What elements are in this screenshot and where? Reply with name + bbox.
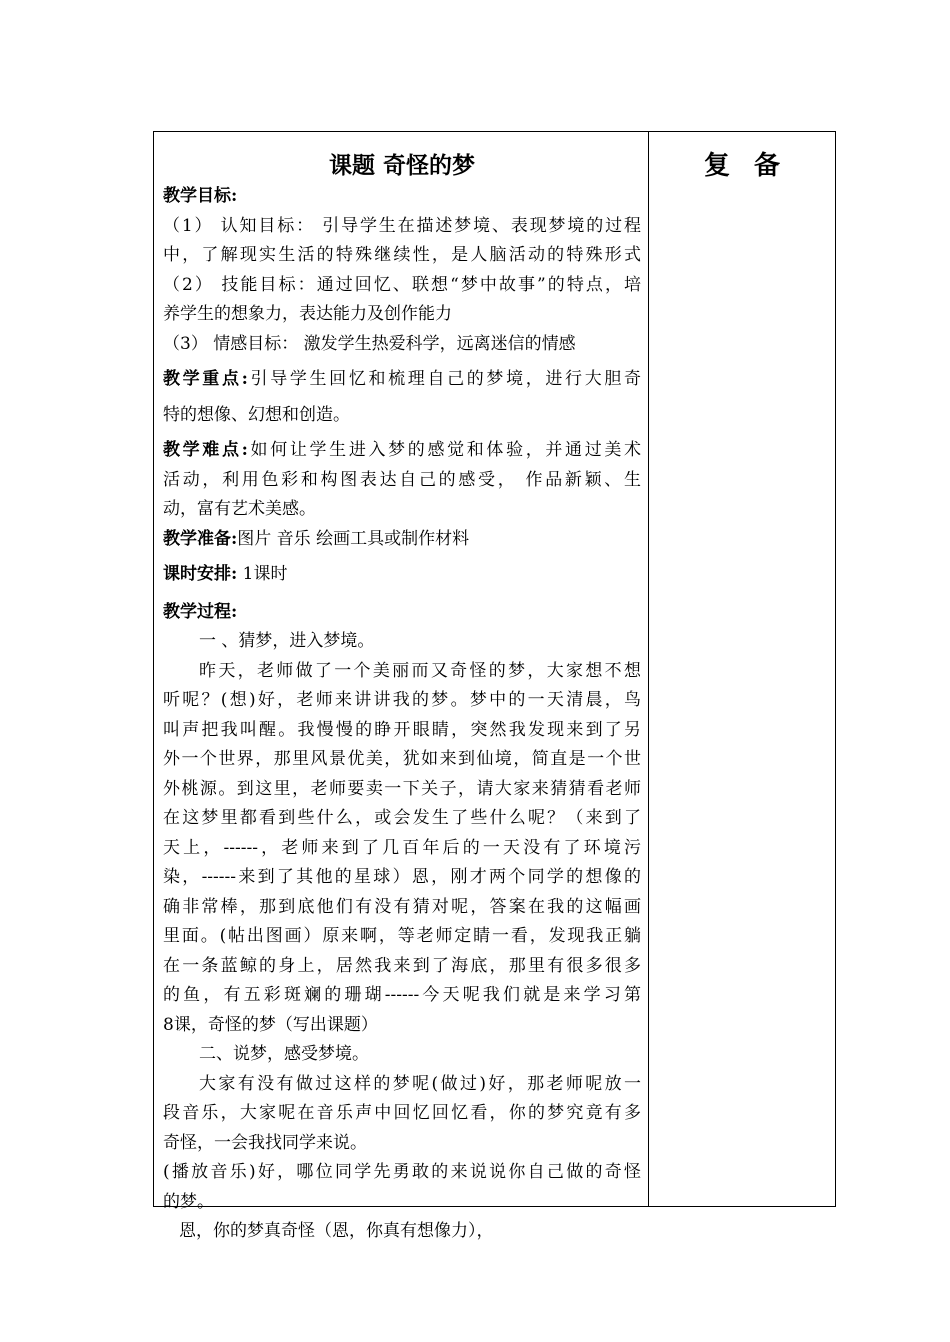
schedule (163, 560, 641, 590)
review-column (649, 132, 835, 182)
column-divider (648, 132, 649, 1206)
paragraph-line: 恩，你的梦真奇怪（恩，你真有想像力）， (179, 1221, 494, 1241)
main-column (163, 132, 641, 1247)
paragraph-line: 段音乐，大家呢在音乐声中回忆回忆看，你的梦究竟有多 (163, 1103, 641, 1123)
preparation-text: 图片 音乐 绘画工具或制作材料 (237, 528, 470, 549)
difficulties-text: 活动，利用色彩和构图表达自己的感受， 作品新颖、生 (163, 469, 641, 490)
paragraph-line: 染，------来到了其他的星球）恩，刚才两个同学的想像的 (163, 867, 641, 887)
lesson-title: 课题 奇怪的梦 (328, 152, 475, 179)
schedule-label: 课时安排: (163, 564, 238, 584)
paragraph-line: 外一个世界，那里风景优美，犹如来到仙境，简直是一个世 (163, 749, 641, 769)
review-column-title: 复备 (703, 151, 804, 181)
preparation (163, 525, 641, 555)
paragraph-line: 的鱼，有五彩斑斓的珊瑚------今天呢我们就是来学习第 (163, 985, 641, 1005)
key-points-text: 特的想像、幻想和创造。 (163, 404, 350, 425)
difficulties (163, 436, 641, 466)
difficulties-text: 动，富有艺术美感。 (163, 499, 316, 519)
paragraph-line: 在一条蓝鲸的身上，居然我来到了海底，那里有很多很多 (163, 955, 641, 976)
paragraph-line: 叫声把我叫醒。我慢慢的睁开眼睛，突然我发现来到了另 (163, 719, 641, 740)
lesson-plan-table (153, 131, 836, 1241)
paragraph-line: 确非常棒，那到底他们有没有猜对呢，答案在我的这幅画 (163, 896, 641, 917)
schedule-text: 1课时 (237, 564, 288, 584)
paragraph-line: 昨天，老师做了一个美丽而又奇怪的梦，大家想不想 (199, 660, 641, 681)
paragraph-line: 天上，------，老师来到了几百年后的一天没有了环境污 (163, 837, 641, 858)
paragraph-line: 外桃源。到这里，老师要卖一下关子，请大家来猜猜看老师 (163, 778, 641, 799)
key-points-text: 引导学生回忆和梳理自己的梦境，进行大胆奇 (247, 369, 642, 389)
preparation-label: 教学准备: (163, 528, 238, 549)
difficulties-text: 如何让学生进入梦的感觉和体验，并通过美术 (247, 440, 642, 460)
objective-line: （1） 认知目标： 引导学生在描述梦境、表现梦境的过程 (163, 215, 641, 236)
objectives-label: 教学目标: (163, 186, 238, 206)
paragraph-line: 的梦。 (163, 1191, 214, 1212)
objective-line: （2） 技能目标：通过回忆、联想“梦中故事”的特点，培 (163, 274, 641, 295)
paragraph-line: 听呢？(想)好，老师来讲讲我的梦。梦中的一天清晨，鸟 (163, 690, 641, 710)
paragraph-line: 大家有没有做过这样的梦呢(做过)好，那老师呢放一 (199, 1073, 641, 1094)
objective-line: 养学生的想象力，表达能力及创作能力 (163, 304, 452, 324)
paragraph-line: 里面。(帖出图画）原来啊，等老师定睛一看，发现我正躺 (163, 926, 641, 946)
paragraph-line: 奇怪，一会我找同学来说。 (163, 1132, 367, 1153)
section-heading: 一 、猜梦，进入梦境。 (199, 631, 375, 651)
paragraph-line: 8课，奇怪的梦（写出课题） (163, 1014, 378, 1035)
difficulties-label: 教学难点: (163, 440, 248, 460)
objective-line: 中，了解现实生活的特殊继续性，是人脑活动的特殊形式 (163, 245, 641, 265)
key-points (163, 365, 641, 395)
section-heading: 二、说梦，感受梦境。 (199, 1044, 369, 1064)
paragraph-line: 在这梦里都看到些什么，或会发生了些什么呢？（来到了 (163, 808, 641, 828)
key-points-label: 教学重点: (163, 369, 248, 389)
process-label: 教学过程: (163, 601, 238, 622)
objective-line: （3） 情感目标： 激发学生热爱科学，远离迷信的情感 (163, 333, 576, 354)
paragraph-line: (播放音乐)好，哪位同学先勇敢的来说说你自己做的奇怪 (163, 1162, 641, 1182)
